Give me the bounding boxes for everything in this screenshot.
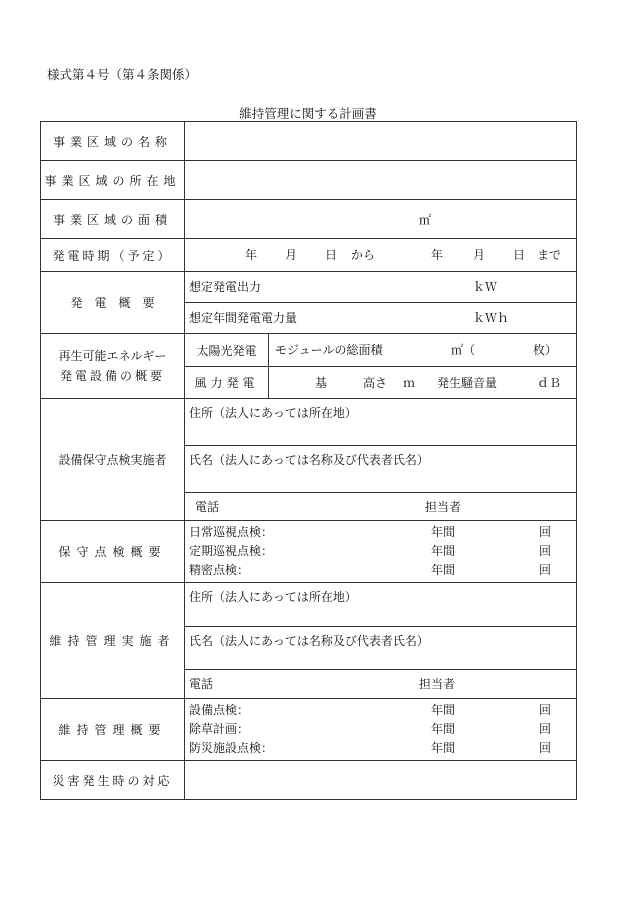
maintenance-plan-table bbox=[40, 121, 577, 800]
inspector-contact-label: 担当者 bbox=[425, 499, 462, 514]
maintenance-item-count: 回 bbox=[539, 741, 552, 755]
inspection-item-count: 回 bbox=[539, 563, 552, 577]
maintenance-item bbox=[189, 739, 572, 758]
schedule-day-1: 日 bbox=[325, 248, 338, 262]
maintenance-items bbox=[185, 699, 576, 760]
inspection-item-name: 定期巡視点検： bbox=[189, 544, 274, 558]
field-maintenance[interactable] bbox=[185, 699, 577, 761]
schedule-day-2: 日 bbox=[513, 248, 526, 262]
schedule-until: まで bbox=[537, 248, 562, 262]
maintenance-item-name: 除草計画： bbox=[189, 722, 250, 736]
solar-area-label: モジュールの総面積 bbox=[275, 343, 383, 357]
annual-unit: ｋＷｈ bbox=[473, 311, 510, 325]
wind-height-label: 高さ bbox=[363, 375, 388, 390]
form-title: 維持管理に関する計画書 bbox=[239, 106, 377, 121]
label-solar: 太陽光発電 bbox=[185, 334, 269, 367]
wind-height-unit: ｍ bbox=[403, 375, 416, 390]
inspection-item-period: 年間 bbox=[431, 563, 456, 577]
row-renewable-solar bbox=[41, 334, 577, 367]
inspection-item-period: 年間 bbox=[431, 544, 456, 558]
annual-label: 想定年間発電電力量 bbox=[189, 311, 298, 325]
maintainer-contact-label: 担当者 bbox=[419, 677, 456, 691]
label-inspection: 保守点検概要 bbox=[41, 521, 185, 583]
row-generation-output bbox=[41, 272, 577, 303]
output-unit: ｋＷ bbox=[473, 280, 498, 294]
row-inspector-address bbox=[41, 399, 577, 446]
label-renewable-line1: 再生可能エネルギー bbox=[58, 349, 167, 363]
solar-area-unit: ㎡（ bbox=[451, 343, 476, 357]
inspection-item bbox=[189, 523, 572, 542]
inspection-item-count: 回 bbox=[539, 544, 552, 558]
label-schedule: 発電時期（予定） bbox=[41, 239, 185, 272]
field-maintainer-address[interactable]: 住所（法人にあっては所在地） bbox=[185, 583, 577, 627]
field-wind[interactable] bbox=[269, 367, 577, 399]
label-inspector: 設備保守点検実施者 bbox=[41, 399, 185, 521]
row-disaster bbox=[41, 761, 577, 800]
row-schedule bbox=[41, 239, 577, 272]
output-label: 想定発電出力 bbox=[189, 280, 262, 294]
label-renewable-line2: 発電設備の概要 bbox=[59, 369, 165, 383]
field-generation-output[interactable] bbox=[185, 272, 577, 303]
label-area-location: 事業区域の所在地 bbox=[41, 161, 185, 200]
label-maintainer: 維持管理実施者 bbox=[41, 583, 185, 699]
maintenance-item-name: 設備点検： bbox=[189, 703, 250, 717]
wind-noise-label: 発生騒音量 bbox=[437, 375, 498, 390]
maintenance-item-period: 年間 bbox=[431, 703, 456, 717]
inspection-item bbox=[189, 542, 572, 561]
label-disaster: 災害発生時の対応 bbox=[41, 761, 185, 800]
label-renewable bbox=[41, 334, 185, 399]
maintainer-phone-label: 電話 bbox=[189, 677, 214, 691]
row-maintenance bbox=[41, 699, 577, 761]
field-inspection[interactable] bbox=[185, 521, 577, 583]
label-maintenance: 維持管理概要 bbox=[41, 699, 185, 761]
schedule-year-1: 年 bbox=[245, 248, 258, 262]
maintenance-item bbox=[189, 720, 572, 739]
inspection-item-name: 精密点検： bbox=[189, 563, 250, 577]
schedule-from: から bbox=[351, 248, 376, 262]
maintenance-item-name: 防災施設点検： bbox=[189, 741, 274, 755]
label-wind: 風力発電 bbox=[185, 367, 269, 399]
form-number: 様式第４号（第４条関係） bbox=[47, 67, 198, 82]
row-inspection bbox=[41, 521, 577, 583]
label-area-name: 事業区域の名称 bbox=[41, 122, 185, 161]
field-maintainer-phone[interactable] bbox=[185, 670, 577, 699]
field-area-location[interactable] bbox=[185, 161, 577, 200]
field-inspector-address[interactable]: 住所（法人にあっては所在地） bbox=[185, 399, 577, 446]
inspection-item-name: 日常巡視点検： bbox=[189, 525, 274, 539]
inspection-item bbox=[189, 561, 572, 580]
maintenance-item-period: 年間 bbox=[431, 722, 456, 736]
field-inspector-name[interactable]: 氏名（法人にあっては名称及び代表者氏名） bbox=[185, 446, 577, 493]
row-area-name bbox=[41, 122, 577, 161]
row-maintainer-address bbox=[41, 583, 577, 627]
area-unit: ㎡ bbox=[419, 212, 432, 227]
schedule-year-2: 年 bbox=[431, 248, 444, 262]
row-area-location bbox=[41, 161, 577, 200]
schedule-month-1: 月 bbox=[285, 248, 298, 262]
field-area-name[interactable] bbox=[185, 122, 577, 161]
field-solar[interactable] bbox=[269, 334, 577, 367]
field-inspector-phone[interactable] bbox=[185, 493, 577, 521]
field-generation-annual[interactable] bbox=[185, 303, 577, 334]
wind-noise-unit: ｄＢ bbox=[537, 375, 562, 390]
label-area-size: 事業区域の面積 bbox=[41, 200, 185, 239]
schedule-month-2: 月 bbox=[473, 248, 486, 262]
inspection-item-period: 年間 bbox=[431, 525, 456, 539]
maintenance-item bbox=[189, 701, 572, 720]
maintenance-item-period: 年間 bbox=[431, 741, 456, 755]
inspection-items bbox=[185, 521, 576, 582]
maintenance-item-count: 回 bbox=[539, 703, 552, 717]
inspector-phone-label: 電話 bbox=[195, 499, 220, 514]
row-area-size bbox=[41, 200, 577, 239]
field-disaster[interactable] bbox=[185, 761, 577, 800]
field-maintainer-name[interactable]: 氏名（法人にあっては名称及び代表者氏名） bbox=[185, 627, 577, 670]
solar-panel-count: 枚） bbox=[533, 343, 558, 357]
wind-units: 基 bbox=[315, 375, 328, 390]
maintenance-item-count: 回 bbox=[539, 722, 552, 736]
field-area-size[interactable] bbox=[185, 200, 577, 239]
inspection-item-count: 回 bbox=[539, 525, 552, 539]
label-generation: 発 電 概 要 bbox=[41, 272, 185, 334]
field-schedule[interactable] bbox=[185, 239, 577, 272]
